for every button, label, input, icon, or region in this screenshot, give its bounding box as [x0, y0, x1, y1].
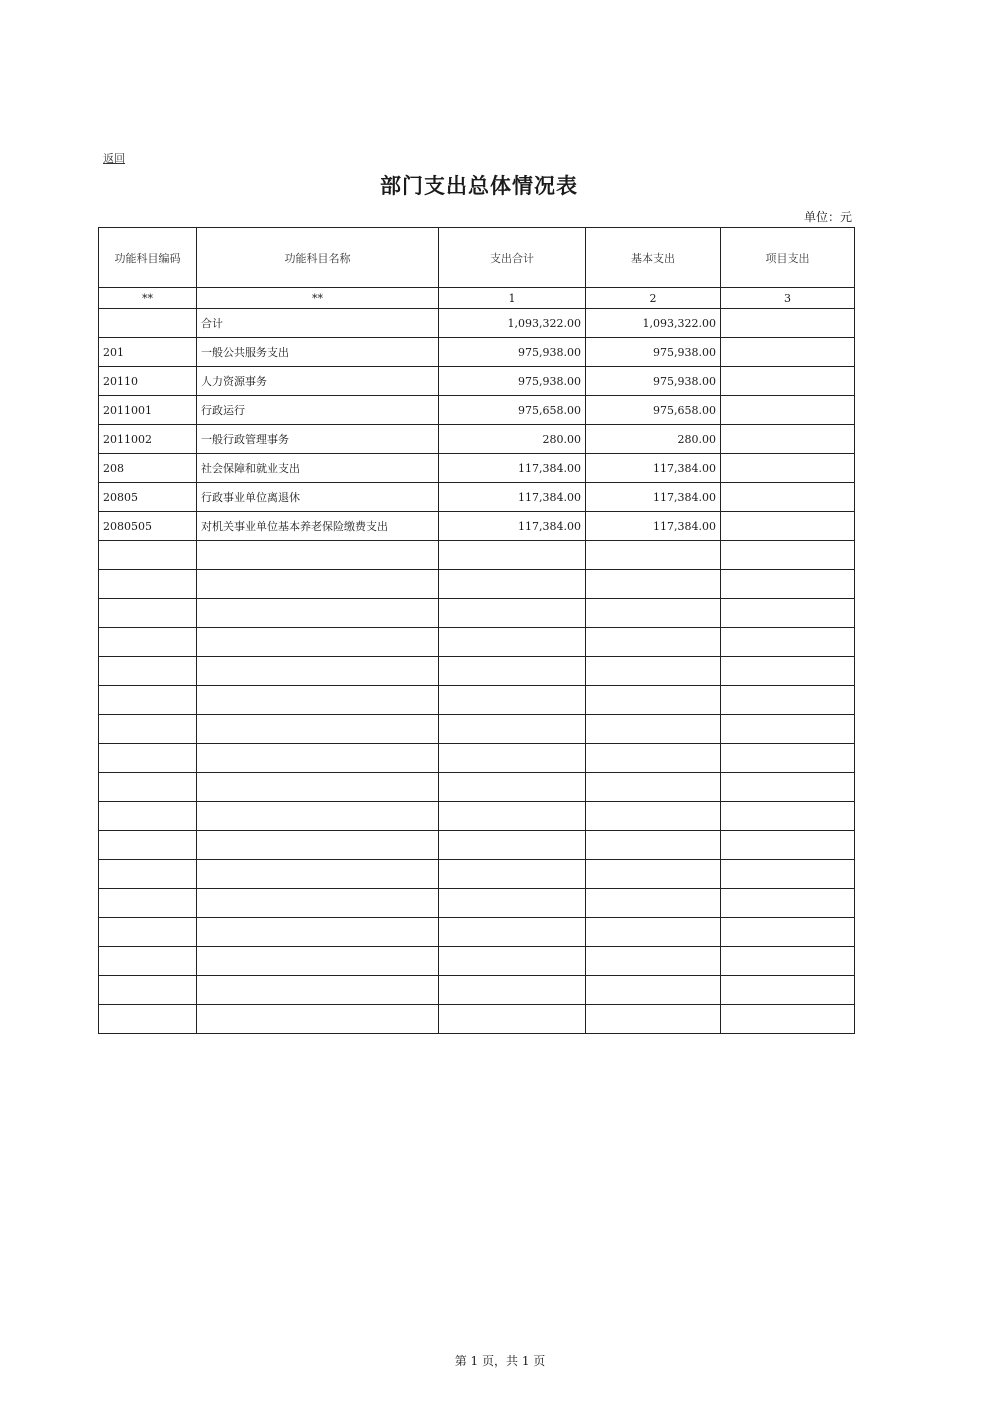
empty-cell [721, 773, 855, 802]
empty-cell [197, 570, 439, 599]
empty-cell [586, 628, 721, 657]
empty-cell [439, 860, 586, 889]
empty-cell [586, 802, 721, 831]
empty-cell [197, 715, 439, 744]
page-title: 部门支出总体情况表 [380, 173, 578, 198]
table-row [99, 425, 855, 454]
header-basic: 基本支出 [586, 228, 721, 288]
cell-name: 对机关事业单位基本养老保险缴费支出 [197, 512, 439, 541]
empty-cell [586, 860, 721, 889]
empty-cell [586, 773, 721, 802]
table-row [99, 831, 855, 860]
cell-total: 117,384.00 [439, 483, 586, 512]
empty-cell [439, 1005, 586, 1034]
cell-project [721, 309, 855, 338]
cell-name: 合计 [197, 309, 439, 338]
empty-cell [721, 947, 855, 976]
cell-total: 117,384.00 [439, 512, 586, 541]
table-row [99, 715, 855, 744]
table-row [99, 367, 855, 396]
cell-code: 2011001 [99, 396, 197, 425]
empty-cell [721, 1005, 855, 1034]
empty-cell [721, 744, 855, 773]
cell-name: 社会保障和就业支出 [197, 454, 439, 483]
empty-cell [197, 744, 439, 773]
empty-cell [99, 744, 197, 773]
empty-cell [439, 889, 586, 918]
empty-cell [586, 541, 721, 570]
column-index: ** [197, 288, 439, 309]
empty-cell [586, 570, 721, 599]
empty-cell [439, 599, 586, 628]
empty-cell [197, 773, 439, 802]
cell-total: 117,384.00 [439, 454, 586, 483]
table-body [99, 309, 855, 1034]
empty-cell [721, 715, 855, 744]
table-row [99, 744, 855, 773]
empty-cell [721, 889, 855, 918]
cell-code: 2011002 [99, 425, 197, 454]
empty-cell [439, 541, 586, 570]
header-row [99, 228, 855, 288]
empty-cell [586, 744, 721, 773]
empty-cell [99, 628, 197, 657]
back-link[interactable]: 返回 [103, 152, 125, 165]
cell-basic: 117,384.00 [586, 512, 721, 541]
table-row [99, 599, 855, 628]
empty-cell [439, 628, 586, 657]
cell-name: 人力资源事务 [197, 367, 439, 396]
empty-cell [439, 657, 586, 686]
empty-cell [99, 860, 197, 889]
header-code: 功能科目编码 [99, 228, 197, 288]
cell-project [721, 483, 855, 512]
cell-code: 2080505 [99, 512, 197, 541]
empty-cell [439, 831, 586, 860]
empty-cell [721, 599, 855, 628]
empty-cell [197, 628, 439, 657]
empty-cell [721, 628, 855, 657]
empty-cell [197, 831, 439, 860]
cell-project [721, 512, 855, 541]
empty-cell [721, 976, 855, 1005]
empty-cell [197, 599, 439, 628]
table-row [99, 628, 855, 657]
header-name: 功能科目名称 [197, 228, 439, 288]
table-row [99, 454, 855, 483]
cell-total: 1,093,322.00 [439, 309, 586, 338]
empty-cell [439, 744, 586, 773]
cell-basic: 117,384.00 [586, 454, 721, 483]
empty-cell [197, 976, 439, 1005]
table-row [99, 773, 855, 802]
empty-cell [586, 918, 721, 947]
empty-cell [439, 947, 586, 976]
cell-code: 20805 [99, 483, 197, 512]
table-row [99, 541, 855, 570]
table-row [99, 686, 855, 715]
cell-code: 201 [99, 338, 197, 367]
empty-cell [99, 715, 197, 744]
empty-cell [721, 686, 855, 715]
empty-cell [197, 1005, 439, 1034]
empty-cell [586, 686, 721, 715]
empty-cell [721, 541, 855, 570]
cell-total: 975,938.00 [439, 338, 586, 367]
cell-total: 975,658.00 [439, 396, 586, 425]
empty-cell [197, 802, 439, 831]
column-index: ** [99, 288, 197, 309]
empty-cell [99, 976, 197, 1005]
empty-cell [721, 918, 855, 947]
empty-cell [99, 802, 197, 831]
cell-basic: 117,384.00 [586, 483, 721, 512]
empty-cell [586, 889, 721, 918]
table-row [99, 1005, 855, 1034]
empty-cell [439, 773, 586, 802]
empty-cell [586, 831, 721, 860]
cell-name: 一般行政管理事务 [197, 425, 439, 454]
empty-cell [99, 947, 197, 976]
cell-code [99, 309, 197, 338]
table-row [99, 512, 855, 541]
empty-cell [197, 860, 439, 889]
table-row [99, 570, 855, 599]
column-index: 3 [721, 288, 855, 309]
cell-basic: 280.00 [586, 425, 721, 454]
empty-cell [197, 918, 439, 947]
empty-cell [721, 802, 855, 831]
cell-total: 280.00 [439, 425, 586, 454]
empty-cell [197, 657, 439, 686]
table-row [99, 309, 855, 338]
cell-name: 一般公共服务支出 [197, 338, 439, 367]
table-row [99, 918, 855, 947]
header-total: 支出合计 [439, 228, 586, 288]
table-row [99, 802, 855, 831]
cell-basic: 975,938.00 [586, 367, 721, 396]
empty-cell [99, 831, 197, 860]
empty-cell [197, 889, 439, 918]
table-row [99, 947, 855, 976]
empty-cell [99, 570, 197, 599]
empty-cell [99, 599, 197, 628]
expenditure-table [98, 227, 855, 1034]
table-row [99, 338, 855, 367]
empty-cell [439, 570, 586, 599]
unit-label: 单位：元 [803, 210, 852, 224]
header-project: 项目支出 [721, 228, 855, 288]
cell-project [721, 338, 855, 367]
empty-cell [99, 657, 197, 686]
empty-cell [99, 889, 197, 918]
cell-project [721, 425, 855, 454]
empty-cell [586, 976, 721, 1005]
table-row [99, 657, 855, 686]
empty-cell [721, 657, 855, 686]
cell-code: 20110 [99, 367, 197, 396]
empty-cell [99, 918, 197, 947]
empty-cell [586, 1005, 721, 1034]
empty-cell [586, 599, 721, 628]
table-row [99, 483, 855, 512]
column-index: 2 [586, 288, 721, 309]
cell-name: 行政事业单位离退休 [197, 483, 439, 512]
table-row [99, 976, 855, 1005]
empty-cell [721, 831, 855, 860]
page-footer: 第 1 页，共 1 页 [454, 1354, 546, 1368]
table-row [99, 396, 855, 425]
empty-cell [439, 802, 586, 831]
empty-cell [586, 657, 721, 686]
cell-basic: 975,658.00 [586, 396, 721, 425]
cell-total: 975,938.00 [439, 367, 586, 396]
cell-project [721, 396, 855, 425]
cell-code: 208 [99, 454, 197, 483]
column-index-row [99, 288, 855, 309]
empty-cell [197, 541, 439, 570]
empty-cell [99, 773, 197, 802]
cell-name: 行政运行 [197, 396, 439, 425]
empty-cell [439, 715, 586, 744]
cell-basic: 975,938.00 [586, 338, 721, 367]
empty-cell [586, 947, 721, 976]
empty-cell [586, 715, 721, 744]
cell-project [721, 454, 855, 483]
empty-cell [99, 541, 197, 570]
empty-cell [439, 976, 586, 1005]
empty-cell [721, 860, 855, 889]
empty-cell [439, 918, 586, 947]
column-index: 1 [439, 288, 586, 309]
empty-cell [99, 1005, 197, 1034]
empty-cell [439, 686, 586, 715]
empty-cell [721, 570, 855, 599]
cell-basic: 1,093,322.00 [586, 309, 721, 338]
empty-cell [99, 686, 197, 715]
table-row [99, 889, 855, 918]
empty-cell [197, 947, 439, 976]
cell-project [721, 367, 855, 396]
empty-cell [197, 686, 439, 715]
table-row [99, 860, 855, 889]
